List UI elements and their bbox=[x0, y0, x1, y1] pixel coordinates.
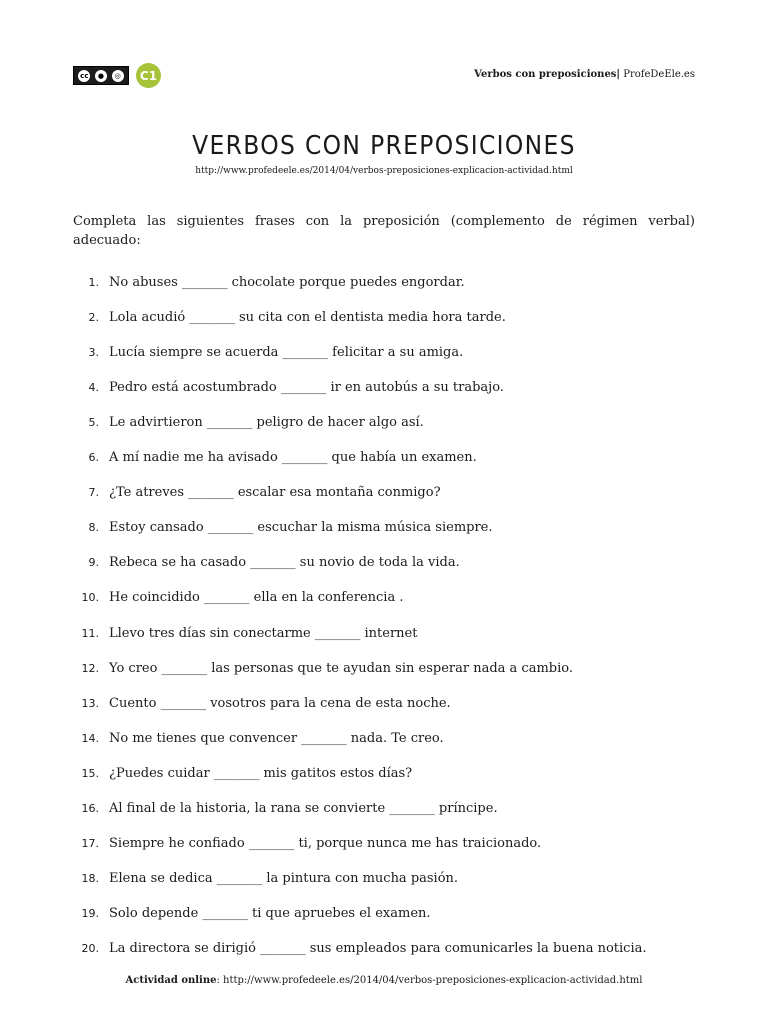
exercise-sentence: ¿Puedes cuidar _______ mis gatitos estos días? bbox=[109, 765, 413, 781]
exercise-number: 8. bbox=[88, 521, 99, 535]
exercise-sentence: Al final de la historia, la rana se convierte _______ príncipe. bbox=[109, 800, 498, 816]
site-header bbox=[474, 69, 695, 80]
exercise-item bbox=[73, 379, 695, 397]
exercise-number: 12. bbox=[81, 661, 99, 675]
exercise-sentence: Le advirtieron _______ peligro de hacer algo así. bbox=[109, 415, 424, 431]
exercise-number: 13. bbox=[81, 696, 99, 710]
exercise-number: 1. bbox=[88, 276, 99, 289]
exercise-sentence: ¿Te atreves _______ escalar esa montaña conmigo? bbox=[109, 485, 441, 501]
exercise-item bbox=[73, 449, 695, 467]
exercise-number: 14. bbox=[81, 731, 99, 745]
exercise-item bbox=[73, 765, 695, 783]
exercise-sentence: Lucía siempre se acuerda _______ felicitar a su amiga. bbox=[109, 345, 464, 361]
footer-url[interactable]: : http://www.profedeele.es/2014/04/verbos-preposiciones-explicacion-actividad.html bbox=[216, 975, 643, 986]
exercise-sentence: A mí nadie me ha avisado _______ que había un examen. bbox=[109, 450, 477, 466]
page-title: VERBOS CON PREPOSICIONES bbox=[192, 131, 576, 161]
exercise-sentence: No abuses _______ chocolate porque puedes engordar. bbox=[109, 275, 465, 290]
exercise-number: 18. bbox=[81, 871, 99, 885]
exercise-item bbox=[73, 870, 695, 888]
exercise-item bbox=[73, 309, 695, 327]
level-badge: C1 bbox=[136, 63, 161, 88]
exercise-item bbox=[73, 695, 695, 713]
exercise-sentence: Solo depende _______ ti que apruebes el examen. bbox=[109, 905, 431, 921]
exercise-item bbox=[73, 519, 695, 537]
exercise-sentence: Yo creo _______ las personas que te ayudan sin esperar nada a cambio. bbox=[109, 660, 573, 676]
exercise-sentence: Elena se dedica _______ la pintura con mucha pasión. bbox=[109, 870, 459, 886]
exercise-sentence: Estoy cansado _______ escuchar la misma música siempre. bbox=[109, 520, 493, 536]
exercise-sentence: Cuento _______ vosotros para la cena de esta noche. bbox=[109, 695, 451, 711]
cc-icon: cc bbox=[80, 71, 89, 80]
exercise-number: 17. bbox=[81, 836, 99, 850]
footer-label: Actividad online bbox=[125, 975, 217, 986]
exercise-sentence: La directora se dirigió _______ sus empleados para comunicarles la buena noticia. bbox=[109, 940, 647, 956]
exercise-item bbox=[73, 484, 695, 502]
exercise-number: 11. bbox=[81, 626, 99, 640]
exercise-sentence: Lola acudió _______ su cita con el dentista media hora tarde. bbox=[109, 310, 506, 326]
exercise-number: 6. bbox=[88, 451, 99, 465]
source-url[interactable]: http://www.profedeele.es/2014/04/verbos-preposiciones-explicacion-actividad.html bbox=[195, 166, 573, 176]
footer bbox=[0, 975, 768, 986]
exercise-item bbox=[73, 274, 695, 292]
attribution-icon: ● bbox=[95, 70, 107, 82]
exercise-sentence: Rebeca se ha casado _______ su novio de toda la vida. bbox=[109, 555, 460, 571]
creative-commons-badge bbox=[73, 66, 129, 85]
exercise-number: 9. bbox=[88, 556, 99, 570]
exercise-number: 19. bbox=[81, 906, 99, 920]
exercise-item bbox=[73, 800, 695, 818]
site-name: ProfeDeEle.es bbox=[620, 69, 695, 80]
exercise-item bbox=[73, 625, 695, 643]
exercise-number: 5. bbox=[88, 416, 99, 430]
exercise-number: 20. bbox=[81, 941, 99, 955]
exercise-item bbox=[73, 589, 695, 607]
exercise-item bbox=[73, 730, 695, 748]
exercise-item bbox=[73, 835, 695, 853]
site-title: Verbos con preposiciones| bbox=[474, 69, 621, 80]
share-alike-icon: ◎ bbox=[112, 70, 124, 82]
exercise-item bbox=[73, 905, 695, 923]
exercise-sentence: Siempre he confiado _______ ti, porque nunca me has traicionado. bbox=[109, 835, 542, 851]
exercise-number: 4. bbox=[88, 381, 99, 395]
exercise-number: 3. bbox=[88, 346, 99, 360]
instructions: Completa las siguientes frases con la preposición (complemento de régimen verbal) adecuado: bbox=[73, 214, 695, 248]
exercise-sentence: Pedro está acostumbrado _______ ir en autobús a su trabajo. bbox=[109, 380, 504, 396]
exercise-number: 15. bbox=[81, 766, 99, 780]
exercise-sentence: He coincidido _______ ella en la conferencia . bbox=[109, 590, 404, 606]
exercise-item bbox=[73, 414, 695, 432]
exercise-number: 10. bbox=[81, 591, 99, 605]
exercise-item bbox=[73, 554, 695, 572]
exercise-item bbox=[73, 660, 695, 678]
exercise-item bbox=[73, 344, 695, 362]
exercise-item bbox=[73, 940, 695, 958]
exercise-number: 2. bbox=[88, 311, 99, 325]
exercise-sentence: No me tienes que convencer _______ nada. Te creo. bbox=[109, 730, 444, 746]
exercise-sentence: Llevo tres días sin conectarme _______ internet bbox=[109, 625, 418, 641]
exercise-number: 7. bbox=[88, 486, 99, 500]
exercise-number: 16. bbox=[81, 801, 99, 815]
